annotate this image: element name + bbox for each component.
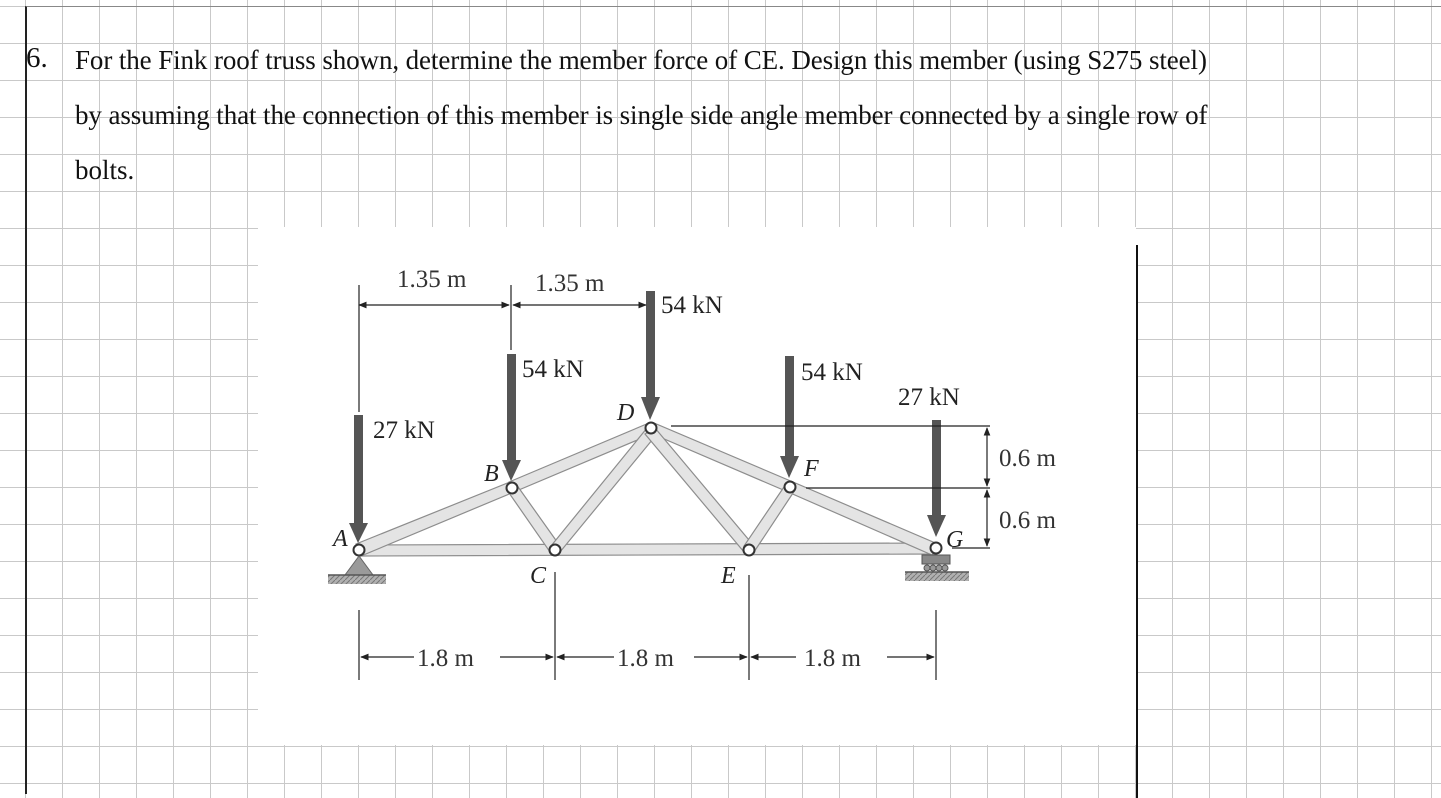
load-label-F: 54 kN bbox=[801, 359, 863, 386]
top-span-label-1: 1.35 m bbox=[397, 266, 467, 293]
joint-label-G: G bbox=[946, 527, 964, 553]
top-span-label-2: 1.35 m bbox=[535, 270, 605, 297]
load-label-A: 27 kN bbox=[373, 417, 435, 444]
bottom-span-label-1: 1.8 m bbox=[417, 645, 474, 672]
joint-E bbox=[744, 545, 755, 556]
load-arrows bbox=[349, 291, 946, 543]
load-arrow-F bbox=[780, 356, 799, 478]
joint-G bbox=[931, 543, 942, 554]
top-dimension-lines bbox=[359, 285, 646, 412]
load-arrow-B bbox=[502, 354, 521, 481]
pin-support-A bbox=[328, 556, 386, 584]
height-label-2: 0.6 m bbox=[999, 507, 1056, 534]
load-arrow-A bbox=[349, 415, 368, 543]
member-EF bbox=[744, 484, 795, 552]
joint-label-D: D bbox=[617, 400, 635, 426]
question-number: 6. bbox=[26, 42, 48, 74]
joint-D bbox=[646, 423, 657, 434]
bottom-span-label-3: 1.8 m bbox=[804, 645, 861, 672]
load-label-B: 54 kN bbox=[522, 356, 584, 383]
member-AG-bottom-chord bbox=[359, 543, 936, 556]
question-text-line-3: bolts. bbox=[75, 155, 135, 185]
joint-label-C: C bbox=[530, 563, 547, 589]
joint-F bbox=[785, 482, 796, 493]
roller-support-G bbox=[905, 555, 969, 581]
joint-B bbox=[507, 483, 518, 494]
height-label-1: 0.6 m bbox=[999, 445, 1056, 472]
question-text-line-2: by assuming that the connection of this member is single side angle member connected by a single row of bbox=[75, 100, 1208, 130]
joint-C bbox=[550, 545, 561, 556]
joint-label-E: E bbox=[721, 563, 736, 589]
load-label-D: 54 kN bbox=[661, 292, 723, 319]
truss-members bbox=[356, 423, 940, 556]
load-arrow-G bbox=[927, 420, 946, 537]
bottom-span-label-2: 1.8 m bbox=[617, 645, 674, 672]
joint-A bbox=[354, 545, 365, 556]
joint-label-B: B bbox=[484, 461, 499, 487]
joint-label-A: A bbox=[333, 526, 348, 552]
question-text-line-1: For the Fink roof truss shown, determine the member force of CE. Design this member (using S275 steel) bbox=[75, 45, 1207, 75]
member-BC bbox=[507, 484, 560, 552]
joint-label-F: F bbox=[804, 456, 819, 482]
load-label-G: 27 kN bbox=[898, 384, 960, 411]
load-arrow-D bbox=[641, 291, 660, 420]
height-dimension-lines bbox=[671, 426, 990, 548]
